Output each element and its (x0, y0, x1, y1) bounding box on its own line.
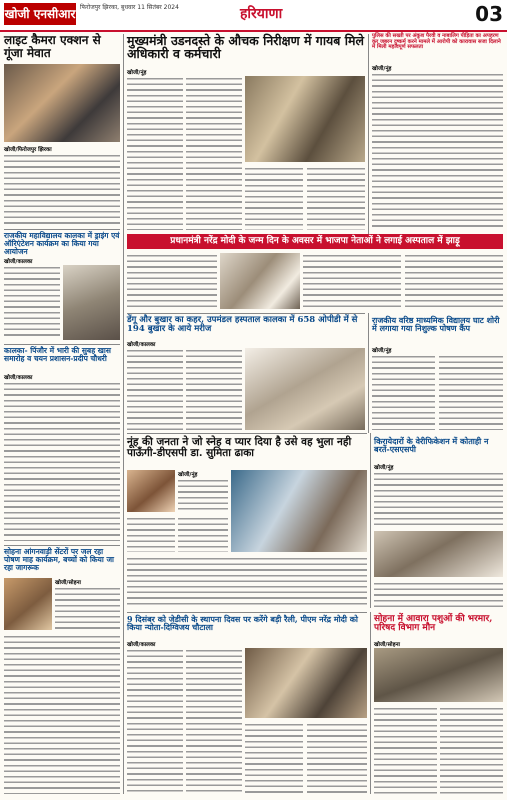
body-text-a11-col4 (307, 722, 367, 794)
body-text-a5-col2 (186, 348, 242, 430)
body-text-a9-col2 (127, 516, 175, 552)
body-text-a4-col3 (405, 253, 503, 309)
section-title: हरियाणा (240, 6, 283, 22)
headline-a7: राजकीय महाविद्यालय कालका में ड्राइंग एवं ऑरिएंटेशन कार्यक्रम का किया गया आयोजन (4, 231, 120, 256)
photo-a7 (63, 265, 120, 340)
photo-a10 (374, 531, 503, 577)
body-text-a12-col1 (374, 706, 437, 794)
body-text-a1 (4, 153, 120, 225)
body-text-a6-col1 (372, 354, 435, 430)
body-text-a9-col1 (178, 478, 228, 512)
byline-a3: खोजी/नूंह (372, 66, 392, 72)
headline-a3: पुलिस की सख्ती पर अंकुश पैरवी व नाबालिग पीड़िता का अपहरण कर जबरन दुष्कर्म करने मामले में आरोपी को कारावास सजा दिलाने में मिली महत्वपूर्ण सफलता (372, 33, 501, 51)
body-text-a2-col4 (307, 166, 365, 230)
byline-a12: खोजी/सोहना (374, 642, 400, 648)
body-text-a4-col2 (303, 253, 401, 309)
body-text-a13-continued (4, 634, 120, 794)
dateline: फिरोजपुर झिरका, बुधवार 11 सितंबर 2024 (80, 4, 179, 11)
body-text-a7 (4, 265, 60, 340)
divider (4, 344, 120, 345)
headline-a9: नूंह की जनता ने जो स्नेह व प्यार दिया है उसे वह भुला नही पाऊँगी-डीएसपी डा. सुमिता ढाका (127, 436, 352, 460)
body-text-a11-col3 (245, 722, 303, 794)
column-divider (370, 612, 371, 794)
body-text-a10-continued (374, 581, 503, 608)
body-text-a13 (55, 586, 120, 630)
page-number: 03 (475, 2, 503, 26)
headline-a5: डेंगू और बुखार का कहर, उपमंडल हस्पताल कालका में 658 ओपीडी में से 194 बुखार के आये मरीज (127, 315, 358, 334)
photo-a13 (4, 578, 52, 630)
body-text-a10 (374, 471, 503, 527)
body-text-a9-col4 (127, 556, 367, 608)
photo-a4 (220, 253, 300, 309)
body-text-a3 (372, 72, 503, 230)
body-text-a5-col1 (127, 348, 183, 430)
column-divider (123, 34, 124, 794)
byline-a2: खोजी/नूंह (127, 70, 147, 76)
headline-a6: राजकीय वरिष्ठ माध्यमिक विद्यालय घाट शोरी में लगाया गया निशुल्क पोषण कैंप (372, 315, 500, 334)
photo-a9-event (231, 470, 367, 552)
byline-a9: खोजी/नूंह (178, 472, 198, 478)
byline-a6: खोजी/नूंह (372, 348, 392, 354)
column-divider (370, 433, 371, 608)
column-divider (368, 34, 369, 234)
byline-a1: खोजी/फिरोजपुर झिरका (4, 147, 52, 153)
divider (127, 433, 367, 434)
photo-a12 (374, 648, 503, 702)
body-text-a2-col1 (127, 76, 183, 230)
column-divider (368, 313, 369, 433)
body-text-a11-col1 (127, 648, 183, 794)
body-text-a9-col3 (178, 516, 228, 552)
photo-a1 (4, 64, 120, 142)
body-text-a8 (4, 381, 120, 541)
body-text-a2-col2 (186, 76, 242, 230)
byline-a13: खोजी/सोहना (55, 580, 81, 586)
photo-a5 (245, 348, 365, 430)
headline-a11: 9 दिसंबर को जेडीसी के स्थापना दिवस पर करेंगे बड़ी रैली, पीएम नरेंद्र मोदी को किया न्योता-दिग्विजय चौटाला (127, 614, 359, 633)
divider (127, 612, 367, 613)
headline-a2: मुख्यमंत्री उडनदस्ते के औचक निरीक्षण में गायब मिले अधिकारी व कर्मचारी (127, 33, 364, 62)
headline-a12: सोहना में आवारा पशुओं की भरमार, परिषद विभाग मौन (374, 614, 493, 634)
photo-a9 (127, 470, 175, 512)
photo-a2 (245, 76, 365, 162)
body-text-a2-col3 (245, 166, 303, 230)
byline-a8: खोजी/कालका (4, 375, 33, 381)
divider (127, 313, 365, 314)
headline-a1: लाइट कैमरा एक्शन से गूंजा मेवात (4, 33, 101, 60)
body-text-a6-col2 (439, 354, 503, 430)
headline-a4-banner: प्रधानमंत्री नरेंद्र मोदी के जन्म दिन के अवसर में भाजपा नेताओं ने लगाई अस्पताल में झाड़ू (127, 234, 503, 249)
body-text-a12-col2 (440, 706, 503, 794)
masthead (0, 0, 507, 32)
headline-a10: किरायेदारों के वेरीफिकेशन में कोताही न बरतें-एसएसपी (374, 436, 489, 455)
headline-a8: कालका- पिंजौर में भारी की सुबह खास समारोह व चयन प्रशासन-प्रदीप चौधरी (4, 346, 111, 363)
divider (4, 545, 120, 546)
photo-a11 (245, 648, 367, 718)
body-text-a4-col1 (127, 253, 217, 309)
body-text-a11-col2 (186, 648, 242, 794)
newspaper-logo: खोजी एनसीआर (4, 3, 76, 25)
divider (4, 229, 120, 230)
byline-a5: खोजी/कालका (127, 342, 156, 348)
byline-a10: खोजी/नूंह (374, 465, 394, 471)
headline-a13: सोहना आंगनवाड़ी सेंटरों पर जल रहा पोषण माह कार्यक्रम, बच्चों को किया जा रहा जागरूक (4, 547, 114, 572)
byline-a7: खोजी/कालका (4, 259, 33, 265)
byline-a11: खोजी/कालका (127, 642, 156, 648)
